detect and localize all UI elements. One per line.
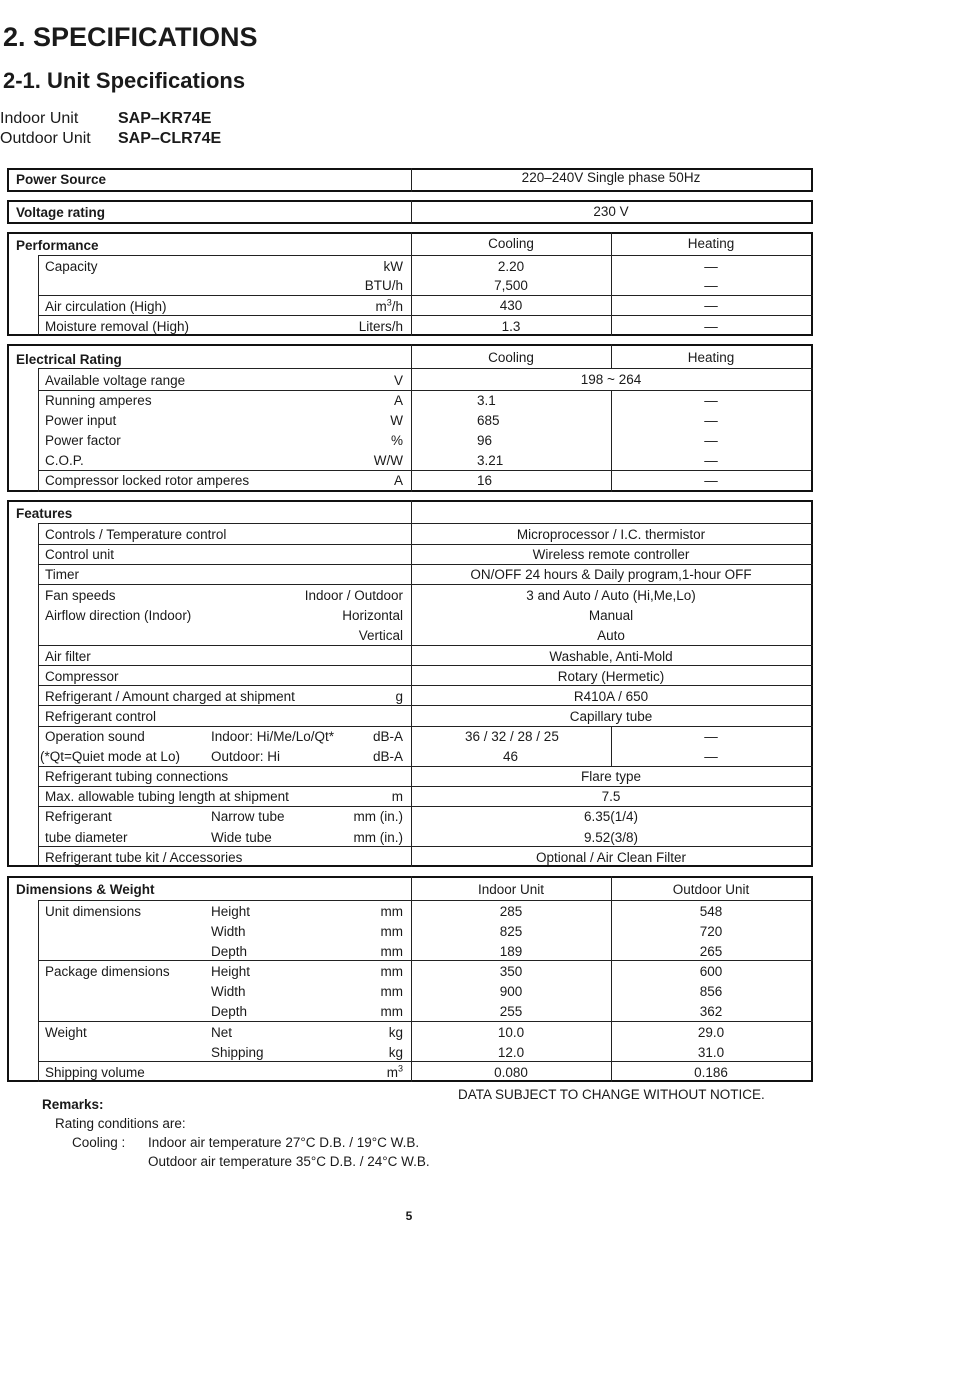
airflow-label: Airflow direction (Indoor) bbox=[45, 608, 192, 623]
compressor-label: Compressor bbox=[45, 669, 119, 684]
air-filter-label: Air filter bbox=[45, 649, 91, 664]
outdoor-unit-label: Outdoor Unit bbox=[0, 130, 91, 147]
refrigerant-label: Refrigerant / Amount charged at shipment bbox=[45, 689, 295, 704]
dim-sub-label: Depth bbox=[211, 1004, 248, 1019]
elec-row-label: Power factor bbox=[45, 433, 121, 448]
elec-row-unit: A bbox=[393, 473, 403, 488]
elec-row-heating: — bbox=[704, 393, 718, 408]
dim-outdoor-value: 548 bbox=[699, 904, 723, 919]
dim-outdoor-value: 600 bbox=[699, 964, 723, 979]
dim-sub-label: Shipping bbox=[211, 1045, 264, 1060]
voltage-rating-value: 230 V bbox=[593, 204, 629, 219]
remarks-title: Remarks: bbox=[42, 1097, 104, 1112]
elec-row-unit: % bbox=[390, 433, 403, 448]
rating-conditions: Rating conditions are: bbox=[55, 1116, 186, 1131]
operation-sound-outdoor-unit: dB-A bbox=[372, 749, 403, 764]
features-table bbox=[7, 500, 813, 867]
dim-indoor-value: 350 bbox=[499, 964, 523, 979]
dim-sub-label: Net bbox=[211, 1025, 233, 1040]
dim-unit: mm bbox=[380, 964, 403, 979]
voltage-range-value: 198 ~ 264 bbox=[580, 372, 642, 387]
operation-sound-outdoor-heating: — bbox=[704, 749, 718, 764]
dim-indoor-value: 900 bbox=[499, 984, 523, 999]
power-source-value: 220–240V Single phase 50Hz bbox=[521, 170, 701, 185]
dim-group-label: Package dimensions bbox=[45, 964, 170, 979]
perf-row-label: Moisture removal (High) bbox=[45, 319, 190, 334]
wide-tube-value: 9.52(3/8) bbox=[583, 830, 639, 845]
outdoor-unit-model: SAP–CLR74E bbox=[118, 130, 222, 147]
perf-row-heating: — bbox=[704, 278, 718, 293]
fan-speeds-label: Fan speeds bbox=[45, 588, 116, 603]
timer-value: ON/OFF 24 hours & Daily program,1-hour OFF bbox=[470, 567, 752, 582]
operation-sound-indoor-cooling: 36 / 32 / 28 / 25 bbox=[465, 729, 559, 744]
narrow-tube-unit: mm (in.) bbox=[353, 809, 403, 824]
electrical-col-heating: Heating bbox=[687, 350, 735, 365]
elec-row-cooling: 3.1 bbox=[477, 393, 496, 408]
perf-row-label: Capacity bbox=[45, 259, 98, 274]
elec-row-cooling: 96 bbox=[477, 433, 493, 448]
controls-label: Controls / Temperature control bbox=[45, 527, 227, 542]
voltage-range-label: Available voltage range bbox=[45, 373, 186, 388]
voltage-range-unit: V bbox=[393, 373, 403, 388]
indoor-condition: Indoor air temperature 27°C D.B. / 19°C W.B. bbox=[148, 1135, 420, 1150]
elec-row-cooling: 3.21 bbox=[477, 453, 504, 468]
max-tubing-label: Max. allowable tubing length at shipment bbox=[45, 789, 289, 804]
dim-outdoor-value: 29.0 bbox=[697, 1025, 725, 1040]
elec-row-heating: — bbox=[704, 413, 718, 428]
control-unit-label: Control unit bbox=[45, 547, 115, 562]
page-number: 5 bbox=[405, 1209, 413, 1223]
tube-kit-value: Optional / Air Clean Filter bbox=[535, 850, 687, 865]
compressor-value: Rotary (Hermetic) bbox=[557, 669, 665, 684]
dim-sub-label: Height bbox=[211, 904, 251, 919]
controls-value: Microprocessor / I.C. thermistor bbox=[516, 527, 706, 542]
dim-outdoor-value: 31.0 bbox=[697, 1045, 725, 1060]
subsection-title: 2-1. Unit Specifications bbox=[3, 68, 246, 93]
refrigerant-unit: g bbox=[395, 689, 403, 704]
dim-indoor-value: 0.080 bbox=[494, 1065, 528, 1080]
dimensions-col-outdoor: Outdoor Unit bbox=[672, 882, 750, 897]
dim-indoor-value: 255 bbox=[499, 1004, 523, 1019]
refrigerant-control-label: Refrigerant control bbox=[45, 709, 157, 724]
airflow-vertical-label: Vertical bbox=[358, 628, 403, 643]
dim-unit: kg bbox=[388, 1045, 403, 1060]
dim-outdoor-value: 720 bbox=[699, 924, 723, 939]
perf-row-cooling: 1.3 bbox=[501, 319, 521, 334]
change-notice: DATA SUBJECT TO CHANGE WITHOUT NOTICE. bbox=[458, 1087, 765, 1102]
dim-unit: mm bbox=[380, 904, 403, 919]
perf-row-heating: — bbox=[704, 298, 718, 313]
perf-row-unit: kW bbox=[383, 259, 403, 274]
dim-outdoor-value: 856 bbox=[699, 984, 723, 999]
airflow-horizontal-value: Manual bbox=[588, 608, 634, 623]
elec-row-cooling: 16 bbox=[477, 473, 493, 488]
dim-outdoor-value: 362 bbox=[699, 1004, 723, 1019]
voltage-rating-label: Voltage rating bbox=[16, 205, 106, 220]
perf-row-heating: — bbox=[704, 319, 718, 334]
elec-row-heating: — bbox=[704, 473, 718, 488]
voltage-rating-box bbox=[7, 200, 813, 224]
dimensions-title: Dimensions & Weight bbox=[16, 882, 155, 897]
features-title: Features bbox=[16, 506, 73, 521]
tubing-connections-label: Refrigerant tubing connections bbox=[45, 769, 229, 784]
operation-sound-outdoor-label: Outdoor: Hi bbox=[211, 749, 281, 764]
perf-row-cooling: 2.20 bbox=[497, 259, 525, 274]
airflow-vertical-value: Auto bbox=[597, 628, 625, 643]
dim-unit: mm bbox=[380, 984, 403, 999]
indoor-unit-label: Indoor Unit bbox=[0, 110, 79, 127]
narrow-tube-value: 6.35(1/4) bbox=[583, 809, 639, 824]
airflow-horizontal-label: Horizontal bbox=[342, 608, 403, 623]
perf-row-heating: — bbox=[704, 259, 718, 274]
fan-speeds-sub: Indoor / Outdoor bbox=[304, 588, 403, 603]
elec-row-heating: — bbox=[704, 433, 718, 448]
elec-row-label: Compressor locked rotor amperes bbox=[45, 473, 250, 488]
dim-sub-label: Width bbox=[211, 984, 246, 999]
elec-row-cooling: 685 bbox=[477, 413, 500, 428]
power-source-label: Power Source bbox=[16, 172, 107, 187]
section-title: 2. SPECIFICATIONS bbox=[3, 22, 258, 52]
wide-tube-label: Wide tube bbox=[211, 830, 272, 845]
electrical-col-cooling: Cooling bbox=[488, 350, 534, 365]
dim-sub-label: Width bbox=[211, 924, 246, 939]
air-filter-value: Washable, Anti-Mold bbox=[549, 649, 673, 664]
dim-indoor-value: 825 bbox=[499, 924, 523, 939]
max-tubing-unit: m bbox=[391, 789, 403, 804]
operation-sound-indoor-unit: dB-A bbox=[372, 729, 403, 744]
dim-indoor-value: 285 bbox=[499, 904, 523, 919]
dim-unit: mm bbox=[380, 944, 403, 959]
dim-indoor-value: 10.0 bbox=[497, 1025, 525, 1040]
dim-indoor-value: 189 bbox=[499, 944, 523, 959]
dimensions-col-indoor: Indoor Unit bbox=[477, 882, 545, 897]
performance-title: Performance bbox=[16, 238, 99, 253]
tube-diameter-label-1: Refrigerant bbox=[45, 809, 112, 824]
tube-kit-label: Refrigerant tube kit / Accessories bbox=[45, 850, 243, 865]
operation-sound-indoor-heating: — bbox=[704, 729, 718, 744]
dim-indoor-value: 12.0 bbox=[497, 1045, 525, 1060]
tube-diameter-label-2: tube diameter bbox=[45, 830, 128, 845]
elec-row-unit: W bbox=[390, 413, 403, 428]
cooling-label: Cooling : bbox=[72, 1135, 126, 1150]
elec-row-label: Power input bbox=[45, 413, 117, 428]
perf-row-unit: Liters/h bbox=[358, 319, 403, 334]
dim-unit: kg bbox=[388, 1025, 403, 1040]
elec-row-unit: W/W bbox=[373, 453, 403, 468]
dim-sub-label: Depth bbox=[211, 944, 248, 959]
dim-outdoor-value: 0.186 bbox=[694, 1065, 728, 1080]
operation-sound-label: Operation sound bbox=[45, 729, 145, 744]
perf-row-unit: $m^3/h$ bbox=[375, 297, 403, 314]
operation-sound-indoor-label: Indoor: Hi/Me/Lo/Qt* bbox=[211, 729, 335, 744]
outdoor-condition: Outdoor air temperature 35°C D.B. / 24°C W.B. bbox=[148, 1154, 430, 1169]
timer-label: Timer bbox=[45, 567, 79, 582]
elec-row-label: Running amperes bbox=[45, 393, 152, 408]
dim-outdoor-value: 265 bbox=[699, 944, 723, 959]
wide-tube-unit: mm (in.) bbox=[353, 830, 403, 845]
narrow-tube-label: Narrow tube bbox=[211, 809, 285, 824]
refrigerant-value: R410A / 650 bbox=[573, 689, 649, 704]
perf-row-unit: BTU/h bbox=[364, 278, 403, 293]
dim-group-label: Shipping volume bbox=[45, 1065, 145, 1080]
dim-group-label: Weight bbox=[45, 1025, 87, 1040]
performance-col-cooling: Cooling bbox=[488, 236, 534, 251]
elec-row-unit: A bbox=[393, 393, 403, 408]
dim-sub-label: Height bbox=[211, 964, 251, 979]
indoor-unit-model: SAP–KR74E bbox=[118, 110, 212, 127]
dim-unit: mm bbox=[380, 1004, 403, 1019]
quiet-mode-note: (*Qt=Quiet mode at Lo) bbox=[40, 749, 180, 764]
elec-row-label: C.O.P. bbox=[45, 453, 84, 468]
perf-row-label: Air circulation (High) bbox=[45, 299, 167, 314]
tubing-connections-value: Flare type bbox=[580, 769, 642, 784]
perf-row-cooling: 7,500 bbox=[494, 278, 528, 293]
elec-row-heating: — bbox=[704, 453, 718, 468]
refrigerant-control-value: Capillary tube bbox=[569, 709, 653, 724]
control-unit-value: Wireless remote controller bbox=[532, 547, 690, 562]
operation-sound-outdoor-cooling: 46 bbox=[503, 749, 519, 764]
dim-unit: mm bbox=[380, 924, 403, 939]
fan-speeds-value: 3 and Auto / Auto (Hi,Me,Lo) bbox=[526, 588, 696, 603]
max-tubing-value: 7.5 bbox=[601, 789, 621, 804]
dim-unit: $m^3$ bbox=[386, 1063, 403, 1080]
dim-group-label: Unit dimensions bbox=[45, 904, 142, 919]
performance-col-heating: Heating bbox=[687, 236, 735, 251]
electrical-title: Electrical Rating bbox=[16, 352, 122, 367]
perf-row-cooling: 430 bbox=[499, 298, 523, 313]
